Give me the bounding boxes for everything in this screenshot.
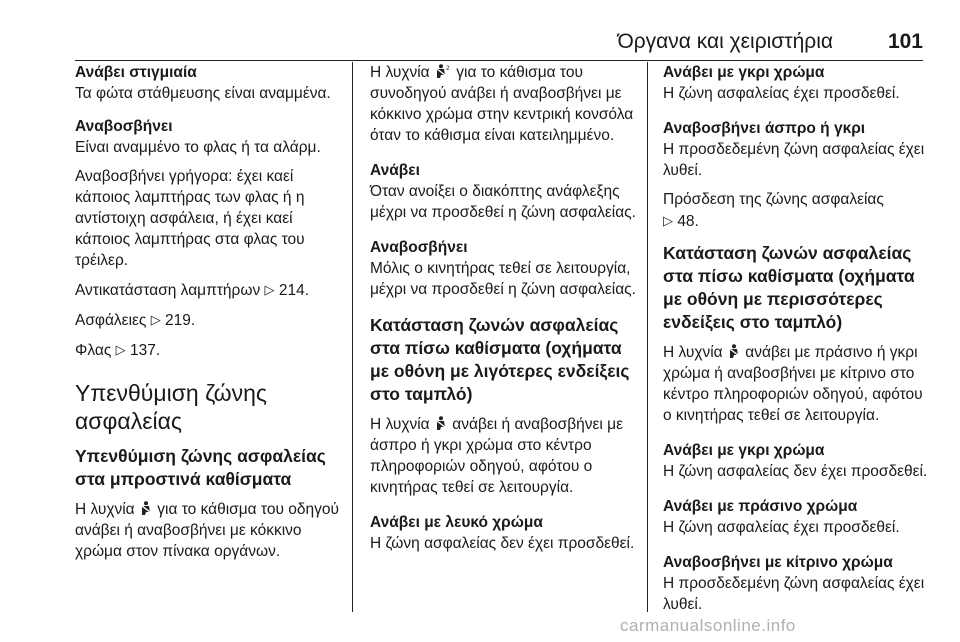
heading-white: Ανάβει με λευκό χρώμα bbox=[370, 514, 543, 531]
text-blinks-2: Αναβοσβήνει γρήγορα: έχει καεί κάποιος λαμπτήρας των φλας ή η αντίστοιχη ασφάλεια, ή έχει καεί κάποιος λαμπτήρας στα φλας του τρέιλερ. bbox=[75, 168, 305, 269]
text-passenger-after: για το κάθισμα του συνοδηγού ανάβει ή αναβοσβήνει με κόκκινο χρώμα στην κεντρική κονσόλα όταν το κάθισμα είναι κατειλημμένο. bbox=[370, 64, 634, 144]
watermark: carmanualsonline.info bbox=[620, 616, 796, 635]
text-rear-more bbox=[663, 342, 929, 426]
heading-green: Ανάβει με πράσινο χρώμα bbox=[663, 498, 858, 515]
text-front-seats bbox=[75, 499, 345, 562]
text-blinks-1: Είναι αναμμένο το φλας ή τα αλάρμ. bbox=[75, 139, 321, 156]
ref-lamp-text: Αντικατάσταση λαμπτήρων bbox=[75, 282, 261, 299]
page-header bbox=[75, 28, 923, 58]
ref-arrow-icon: ▷ bbox=[663, 213, 673, 228]
heading-flash: Ανάβει στιγμιαία bbox=[75, 64, 197, 81]
heading-grey-2: Ανάβει με γκρι χρώμα bbox=[663, 442, 825, 459]
text-front-after: για το κάθισμα του οδηγού ανάβει ή αναβοσβήνει με κόκκινο χρώμα στον πίνακα οργάνων. bbox=[75, 501, 339, 560]
ref-lamp-page: 214. bbox=[278, 282, 309, 299]
seatbelt-icon bbox=[140, 501, 152, 516]
text-green: Η ζώνη ασφαλείας έχει προσδεθεί. bbox=[663, 519, 900, 536]
column-divider-1 bbox=[352, 62, 353, 612]
ref-arrow-icon: ▷ bbox=[264, 282, 275, 297]
text-grey: Η ζώνη ασφαλείας έχει προσδεθεί. bbox=[663, 85, 900, 102]
text-flash: Τα φώτα στάθμευσης είναι αναμμένα. bbox=[75, 85, 331, 102]
ref-fasten-text: Πρόσδεση της ζώνης ασφαλείας bbox=[663, 191, 884, 208]
column-1 bbox=[75, 62, 345, 570]
column-3 bbox=[663, 62, 929, 623]
column-divider-2 bbox=[647, 62, 648, 612]
heading-blink: Αναβοσβήνει bbox=[370, 239, 468, 256]
heading-seatbelt-reminder: Υπενθύμιση ζώνης ασφαλείας bbox=[75, 380, 268, 434]
seatbelt-icon bbox=[435, 416, 447, 431]
ref-fasten-page: 48. bbox=[677, 213, 699, 230]
heading-grey: Ανάβει με γκρι χρώμα bbox=[663, 64, 825, 81]
ref-fuses[interactable] bbox=[75, 309, 345, 331]
text-rear-more-before: Η λυχνία bbox=[663, 344, 723, 361]
text-passenger-before: Η λυχνία bbox=[370, 64, 430, 81]
text-rear-low-after: ανάβει ή αναβοσβήνει με άσπρο ή γκρι χρώμα στο κέντρο πληροφοριών οδηγού, αφότου ο κινητήρας τεθεί σε λειτουργία. bbox=[370, 416, 624, 496]
heading-blinks: Αναβοσβήνει bbox=[75, 118, 173, 135]
ref-seatbelt-fasten[interactable] bbox=[663, 189, 929, 232]
ref-turn-signals[interactable] bbox=[75, 339, 345, 361]
header-rule bbox=[75, 60, 923, 61]
svg-text:2: 2 bbox=[445, 65, 450, 72]
text-rear-low-before: Η λυχνία bbox=[370, 416, 430, 433]
heading-white-grey-blink: Αναβοσβήνει άσπρο ή γκρι bbox=[663, 120, 866, 137]
text-yellow: Η προσδεδεμένη ζώνη ασφαλείας έχει λυθεί. bbox=[663, 575, 925, 613]
heading-yellow: Αναβοσβήνει με κίτρινο χρώμα bbox=[663, 554, 893, 571]
text-white-grey-blink: Η προσδεδεμένη ζώνη ασφαλείας έχει λυθεί. bbox=[663, 141, 925, 179]
column-2 bbox=[370, 62, 636, 562]
ref-turn-text: Φλας bbox=[75, 342, 112, 359]
ref-arrow-icon: ▷ bbox=[150, 312, 161, 327]
text-grey-2: Η ζώνη ασφαλείας δεν έχει προσδεθεί. bbox=[663, 463, 928, 480]
heading-rear-more: Κατάσταση ζωνών ασφαλείας στα πίσω καθίσματα (οχήματα με οθόνη με περισσότερες ενδείξεις στο ταμπλό) bbox=[663, 243, 915, 332]
heading-on: Ανάβει bbox=[370, 162, 420, 179]
ref-lamp-replacement[interactable] bbox=[75, 279, 345, 301]
heading-rear-low: Κατάσταση ζωνών ασφαλείας στα πίσω καθίσματα (οχήματα με οθόνη με λιγότερες ενδείξεις στο ταμπλό) bbox=[370, 315, 630, 404]
page-number: 101 bbox=[887, 30, 923, 53]
text-rear-low bbox=[370, 414, 636, 498]
seatbelt-passenger-icon bbox=[435, 64, 451, 79]
heading-front-seats: Υπενθύμιση ζώνης ασφαλείας στα μπροστινά καθίσματα bbox=[75, 446, 326, 489]
page-title: Όργανα και χειριστήρια bbox=[617, 30, 833, 53]
ref-arrow-icon: ▷ bbox=[115, 342, 126, 357]
text-front-before: Η λυχνία bbox=[75, 501, 135, 518]
text-rear-more-after: ανάβει με πράσινο ή γκρι χρώμα ή αναβοσβήνει με κίτρινο στο κέντρο πληροφοριών οδηγού, αφότου ο κινητήρας τεθεί σε λειτουργία. bbox=[663, 344, 923, 424]
ref-fuses-text: Ασφάλειες bbox=[75, 312, 147, 329]
seatbelt-icon bbox=[728, 344, 740, 359]
ref-fuses-page: 219. bbox=[165, 312, 196, 329]
text-blink: Μόλις ο κινητήρας τεθεί σε λειτουργία, μέχρι να προσδεθεί η ζώνη ασφαλείας. bbox=[370, 260, 636, 298]
text-on: Όταν ανοίξει ο διακόπτης ανάφλεξης μέχρι να προσδεθεί η ζώνη ασφαλείας. bbox=[370, 183, 636, 221]
text-white: Η ζώνη ασφαλείας δεν έχει προσδεθεί. bbox=[370, 535, 635, 552]
ref-turn-page: 137. bbox=[129, 342, 161, 359]
